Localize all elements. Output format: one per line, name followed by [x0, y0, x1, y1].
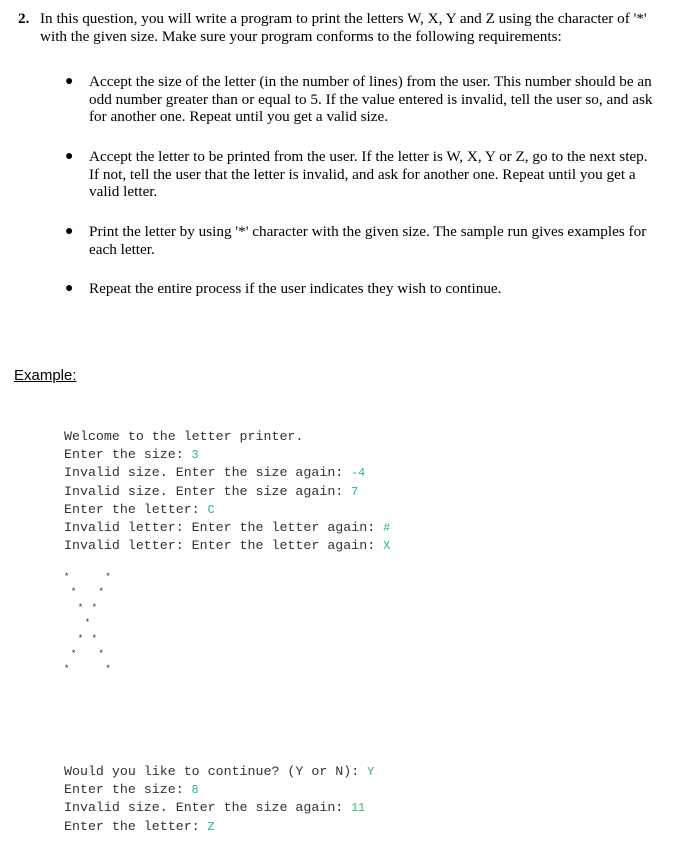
console-input: Z [207, 820, 215, 834]
console-line [64, 501, 390, 519]
console-line [64, 537, 390, 555]
console-prompt: Enter the letter: [64, 501, 208, 517]
console-prompt: Enter the letter: [64, 818, 208, 834]
console-line [64, 446, 390, 464]
art-row: * * [64, 602, 113, 613]
requirement-text: Accept the size of the letter (in the number of lines) from the user. This number should be an odd number greater than or equal to 5. If the value entered is invalid, tell the user so, and ask for another one. Repeat until you get a valid size. [89, 73, 653, 125]
console-line [64, 483, 390, 501]
art-row: * [64, 618, 113, 629]
requirement-item [65, 280, 501, 298]
art-row: * * [64, 587, 113, 598]
requirement-item [65, 73, 655, 126]
question [18, 10, 654, 46]
console-input: 8 [191, 784, 199, 798]
console-prompt: Invalid size. Enter the size again: [64, 800, 352, 816]
example-label: Example: [14, 367, 77, 384]
console-prompt: Would you like to continue? (Y or N): [64, 764, 368, 779]
console-input: -4 [351, 467, 366, 481]
console-line [64, 464, 390, 482]
requirement-text: Print the letter by using '*' character with the given size. The sample run gives examples for each letter. [89, 223, 647, 258]
requirement-item [65, 148, 655, 201]
bullet-icon: ● [65, 149, 74, 164]
console-line [64, 781, 374, 799]
console-prompt: Enter the size: [64, 447, 192, 463]
requirement-text: Accept the letter to be printed from the user. If the letter is W, X, Y or Z, go to the next step. If not, tell the user that the letter is invalid, and ask for another one. Repeat until you get a valid letter. [89, 148, 648, 200]
requirement-item [65, 223, 655, 258]
art-row: * * [64, 633, 113, 644]
console-prompt: Invalid letter: Enter the letter again: [64, 538, 384, 554]
question-number: 2. [18, 10, 30, 27]
console-prompt: Enter the size: [64, 782, 192, 798]
console-output-1 [64, 428, 390, 555]
art-row: * * [64, 572, 113, 582]
console-input: # [383, 521, 391, 535]
console-prompt: Welcome to the letter printer. [64, 429, 304, 444]
bullet-icon: ● [65, 281, 74, 296]
console-input: C [207, 503, 215, 517]
question-text: In this question, you will write a program to print the letters W, X, Y and Z using the character of '*' with the given size. Make sure your program conforms to the following requirements: [40, 10, 647, 45]
console-line [64, 799, 374, 817]
console-input: X [383, 540, 391, 554]
console-prompt: Invalid size. Enter the size again: [64, 483, 352, 499]
console-line [64, 818, 374, 836]
console-prompt: Invalid size. Enter the size again: [64, 465, 352, 481]
console-input: 11 [351, 802, 366, 816]
console-input: 3 [191, 449, 199, 463]
console-input: 7 [351, 485, 359, 499]
console-input: Y [367, 766, 375, 779]
letter-x-art [64, 570, 112, 678]
requirement-text: Repeat the entire process if the user indicates they wish to continue. [89, 280, 502, 297]
art-row: * * [64, 648, 113, 659]
console-line [64, 519, 390, 537]
console-output-2 [64, 763, 374, 836]
art-row: * * [64, 664, 113, 675]
console-line [64, 763, 374, 781]
bullet-icon: ● [65, 224, 74, 239]
bullet-icon: ● [65, 74, 74, 89]
console-line [64, 428, 390, 446]
console-prompt: Invalid letter: Enter the letter again: [64, 519, 384, 535]
